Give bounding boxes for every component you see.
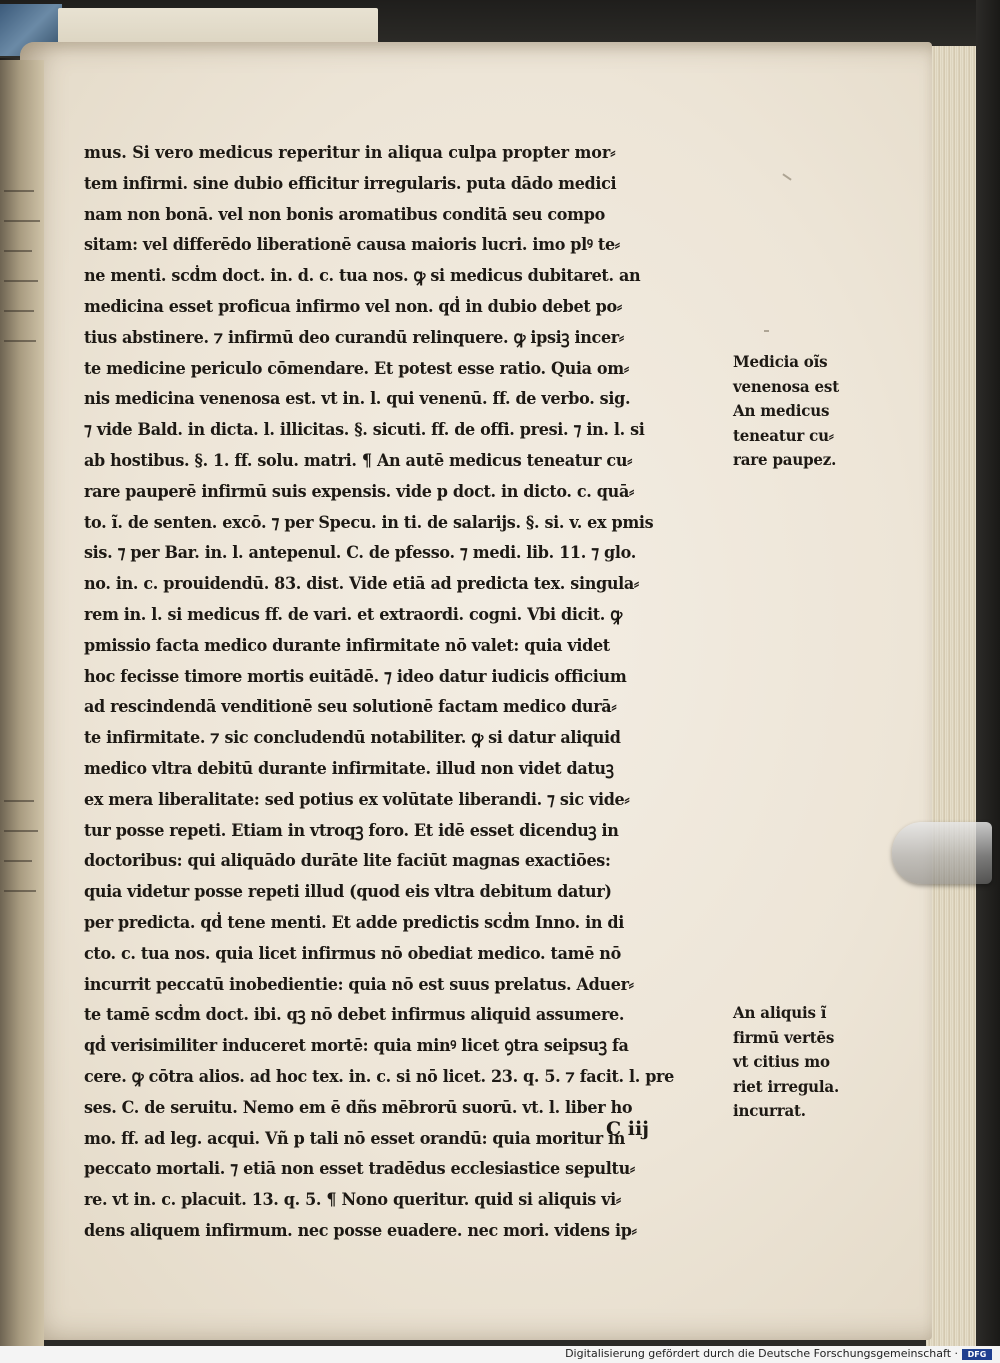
text-line: mo. ff. ad leg. acqui. Vñ p tali nō esset orandū: quia moritur in [84, 1128, 626, 1149]
show-through-line [4, 860, 32, 862]
dfg-logo: DFG [962, 1349, 992, 1360]
marginal-note-line: Medicia oĩs [733, 352, 828, 371]
marginal-note-line: An medicus [733, 401, 830, 420]
signature-mark: C iij [606, 1118, 650, 1140]
text-line: qḋ verisimiliter induceret mortē: quia minꝰ licet ꝯtra seipsuꝫ fa [84, 1036, 629, 1057]
show-through-line [4, 310, 34, 312]
page-clip [892, 822, 992, 884]
marginal-note-line: vt citius mo [733, 1052, 830, 1071]
text-line: ab hostibus. §. 1. ff. solu. matri. ¶ An autē medicus teneatur cu⸗ [84, 450, 633, 471]
text-line: rare pauperē infirmū suis expensis. vide p doct. in dicto. c. quā⸗ [84, 481, 634, 502]
show-through-line [4, 280, 38, 282]
text-line: hoc fecisse timore mortis euitādē. ⁊ ideo datur iudicis officium [84, 666, 627, 687]
text-line: sis. ⁊ per Bar. in. l. antepenul. C. de pfesso. ⁊ medi. lib. 11. ⁊ glo. [84, 543, 636, 564]
marginal-note-line: firmū vertēs [733, 1027, 835, 1047]
text-line: sitam: vel differēdo liberationē causa maioris lucri. imo plꝰ te⸗ [84, 235, 620, 256]
text-line: doctoribus: qui aliquādo durāte lite faciūt magnas exactiōes: [84, 851, 611, 872]
text-line: tem infirmi. sine dubio efficitur irregularis. puta dādo medici [84, 173, 617, 194]
text-line: peccato mortali. ⁊ etiā non esset tradēdus ecclesiastice sepultu⸗ [84, 1159, 635, 1180]
text-line: ⁊ vide Bald. in dicta. l. illicitas. §. sicuti. ff. de offi. presi. ⁊ in. l. si [84, 420, 645, 441]
show-through-line [4, 830, 38, 832]
marginal-note-line: venenosa est [733, 376, 839, 396]
marginal-note-line: incurrat. [733, 1101, 806, 1120]
text-line: te medicine periculo cōmendare. Et potest esse ratio. Quia om⸗ [84, 358, 629, 379]
text-line: quia videtur posse repeti illud (quod eis vltra debitum datur) [84, 882, 612, 903]
text-line: mus. Si vero medicus reperitur in aliqua culpa propter mor⸗ [84, 143, 616, 163]
show-through-line [4, 340, 36, 342]
marginal-note-line: riet irregula. [733, 1076, 840, 1096]
text-line: tur posse repeti. Etiam in vtroqꝫ foro. Et idē esset dicenduꝫ in [84, 820, 619, 841]
show-through-line [4, 890, 36, 892]
text-line: medico vltra debitū durante infirmitate. illud non videt datuꝫ [84, 758, 614, 779]
text-line: nam non bonā. vel non bonis aromatibus conditā seu compo [84, 204, 605, 225]
text-line: incurrit peccatū inobedientie: quia nō est suus prelatus. Aduer⸗ [84, 974, 634, 995]
text-line: tius abstinere. ⁊ infirmū deo curandū relinquere. ꝙ ipsiꝫ incer⸗ [84, 327, 624, 348]
text-line: re. vt in. c. placuit. 13. q. 5. ¶ Nono queritur. quid si aliquis vi⸗ [84, 1190, 621, 1211]
marginal-note-line: rare paupez. [733, 450, 837, 469]
text-line: to. ĩ. de senten. excō. ⁊ per Specu. in ti. de salarijs. §. si. v. ex pmis [84, 512, 654, 533]
text-line: ne menti. scḋm doct. in. d. c. tua nos. ꝙ si medicus dubitaret. an [84, 266, 641, 287]
text-line: no. in. c. prouidendū. 83. dist. Vide etiā ad predicta tex. singula⸗ [84, 574, 639, 595]
text-line: per predicta. qḋ tene menti. Et adde predictis scḋm Inno. in di [84, 912, 625, 933]
text-line: ex mera liberalitate: sed potius ex volūtate liberandi. ⁊ sic vide⸗ [84, 789, 630, 810]
text-line: te infirmitate. ⁊ sic concludendū notabiliter. ꝙ si datur aliquid [84, 728, 621, 749]
show-through-line [4, 250, 32, 252]
text-line: nis medicina venenosa est. vt in. l. qui venenū. ff. de verbo. sig. [84, 389, 631, 410]
main-text-column [84, 138, 724, 1247]
text-line: rem in. l. si medicus ff. de vari. et extraordi. cogni. Vbi dicit. ꝙ [84, 604, 622, 625]
text-line: ses. C. de seruitu. Nemo em ē dñs mēbrorū suorū. vt. l. liber ho [84, 1097, 633, 1118]
marginal-note-line: An aliquis ĩ [733, 1003, 827, 1022]
text-line: dens aliquem infirmum. nec posse euadere. nec mori. videns ip⸗ [84, 1220, 637, 1241]
funding-credit: Digitalisierung gefördert durch die Deutsche Forschungsgemeinschaft · [565, 1347, 958, 1360]
book-fore-edge [926, 46, 976, 1346]
text-line: medicina esset proficua infirmo vel non. qḋ in dubio debet po⸗ [84, 296, 622, 317]
show-through-line [4, 800, 34, 802]
marginal-note [733, 350, 846, 473]
text-line: ad rescindendā venditionē seu solutionē factam medico durā⸗ [84, 697, 617, 718]
show-through-line [4, 190, 34, 192]
text-line: cere. ꝙ cōtra alios. ad hoc tex. in. c. si nō licet. 23. q. 5. ⁊ facit. l. pre [84, 1066, 675, 1087]
text-line: te tamē scḋm doct. ibi. qꝫ nō debet infirmus aliquid assumere. [84, 1005, 625, 1026]
book-cover-right [976, 0, 1000, 1363]
text-line: pmissio facta medico durante infirmitate nō valet: quia videt [84, 635, 610, 656]
text-line: cto. c. tua nos. quia licet infirmus nō obediat medico. tamē nō [84, 943, 621, 964]
previous-page-edge [0, 60, 44, 1350]
marginal-note-line: teneatur cu⸗ [733, 425, 834, 445]
pencil-mark [764, 330, 769, 332]
marginal-note [733, 1001, 846, 1124]
show-through-line [4, 220, 40, 222]
